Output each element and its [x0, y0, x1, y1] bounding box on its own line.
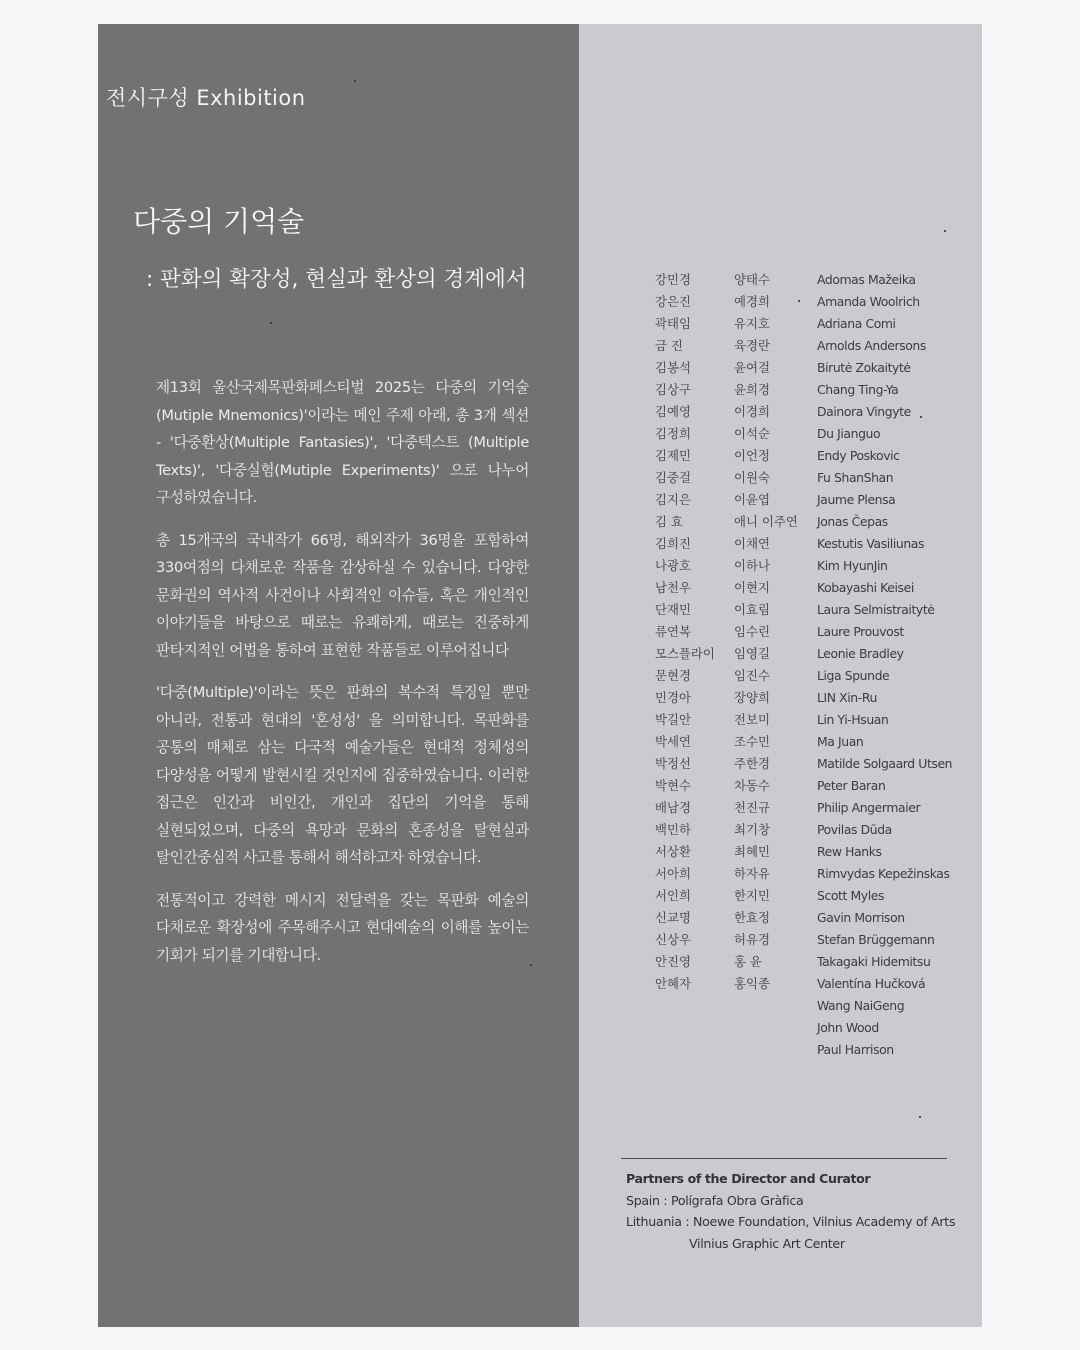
artist-name-korean: 장양희 — [734, 690, 770, 705]
artist-name-korean: 김봉석 — [655, 360, 691, 375]
artist-name-international: Jonas Čepas — [817, 514, 888, 529]
artist-row — [579, 973, 982, 995]
artist-name-korean: 신교명 — [655, 910, 691, 925]
artist-name-korean: 강은진 — [655, 294, 691, 309]
exhibition-title: 다중의 기억술 — [133, 205, 305, 238]
artist-name-international: LIN Xin-Ru — [817, 690, 877, 705]
artist-name-korean: 육경란 — [734, 338, 770, 353]
artist-name-korean: 김제민 — [655, 448, 691, 463]
artist-name-international: Philip Angermaier — [817, 800, 921, 815]
artist-row — [579, 379, 982, 401]
artist-name-international: Laure Prouvost — [817, 624, 904, 639]
artist-name-korean: 박길안 — [655, 712, 691, 727]
artist-name-korean: 홍익종 — [734, 976, 770, 991]
partner-spain: Spain : Polígrafa Obra Gràfica — [626, 1192, 804, 1208]
artist-row — [579, 489, 982, 511]
artist-name-international: Povilas Dūda — [817, 822, 892, 837]
partner-lithuania: Lithuania : Noewe Foundation, Vilnius Academy of Arts — [626, 1214, 956, 1229]
artist-name-korean: 백민하 — [655, 822, 691, 837]
artist-row — [579, 445, 982, 467]
artist-name-korean: 나광호 — [655, 558, 691, 573]
artist-name-international: Valentína Hučková — [817, 976, 926, 991]
artist-name-korean: 김정희 — [655, 426, 691, 441]
artist-row — [579, 643, 982, 665]
artist-row — [579, 797, 982, 819]
artist-name-korean: 김희진 — [655, 536, 691, 551]
artist-name-korean: 박정선 — [655, 756, 691, 771]
artist-row — [579, 269, 982, 291]
paper-speck — [270, 322, 272, 324]
artist-row — [579, 335, 982, 357]
artist-row — [579, 995, 982, 1017]
artist-name-korean: 안진영 — [655, 954, 691, 969]
artist-name-international: Chang Ting-Ya — [817, 382, 899, 397]
paper-speck — [944, 230, 946, 232]
artist-name-korean: 예경희 — [734, 294, 770, 309]
artist-row — [579, 929, 982, 951]
artist-name-korean: 김중걸 — [655, 470, 691, 485]
artist-name-international: Gavin Morrison — [817, 910, 905, 925]
artist-name-international: Paul Harrison — [817, 1042, 894, 1057]
artist-name-korean: 금 진 — [655, 338, 683, 353]
artist-name-korean: 배남경 — [655, 800, 691, 815]
artist-name-international: Leonie Bradley — [817, 646, 904, 661]
paper-speck — [919, 1116, 921, 1118]
artist-name-korean: 양태수 — [734, 272, 770, 287]
artist-name-korean: 김 효 — [655, 514, 683, 529]
artist-name-korean: 서인희 — [655, 888, 691, 903]
artist-row — [579, 841, 982, 863]
artist-name-korean: 하자유 — [734, 866, 770, 881]
section-label: 전시구성 Exhibition — [106, 86, 306, 110]
artist-name-international: Rimvydas Kepežinskas — [817, 866, 950, 881]
paper-speck — [354, 80, 356, 82]
artist-name-korean: 윤여걸 — [734, 360, 770, 375]
artist-name-korean: 조수민 — [734, 734, 770, 749]
artist-row — [579, 775, 982, 797]
artist-name-korean: 김지은 — [655, 492, 691, 507]
artist-name-international: John Wood — [817, 1020, 879, 1035]
artist-name-international: Adriana Comi — [817, 316, 896, 331]
artist-name-korean: 허유경 — [734, 932, 770, 947]
artist-name-korean: 박세연 — [655, 734, 691, 749]
artist-name-korean: 한효정 — [734, 910, 770, 925]
artist-name-korean: 단재민 — [655, 602, 691, 617]
artist-name-international: Birutė Zokaitytė — [817, 360, 911, 375]
artist-name-korean: 천진규 — [734, 800, 770, 815]
artist-name-korean: 이현지 — [734, 580, 770, 595]
artist-name-korean: 임진수 — [734, 668, 770, 683]
artist-name-international: Liga Spunde — [817, 668, 890, 683]
artist-row — [579, 819, 982, 841]
artist-name-international: Wang NaiGeng — [817, 998, 905, 1013]
paper-speck — [798, 300, 800, 302]
artist-name-korean: 전보미 — [734, 712, 770, 727]
paper-speck — [920, 416, 922, 418]
artist-name-international: Dainora Vingyte — [817, 404, 911, 419]
paper-speck — [530, 964, 532, 966]
artist-name-korean: 최기창 — [734, 822, 770, 837]
artist-row — [579, 291, 982, 313]
description-paragraph: '다중(Multiple)'이라는 뜻은 판화의 복수적 특징일 뿐만 아니라, 전통과 현대의 '혼성성' 을 의미합니다. 목판화를 공통의 매체로 삼는 다국적 예술가들은 현대적 정체성의 다양성을 어떻게 발현시킬 것인지에 집중하였습니다. 이러한 접근은 인간과 비인간, 개인과 집단의 기억을 통해 실현되었으며, 다중의 욕망과 문화의 혼종성을 탈현실과 탈인간중심적 사고를 통해서 해석하고자 하였습니다. — [156, 684, 529, 866]
artist-name-korean: 이경희 — [734, 404, 770, 419]
artist-name-korean: 이석순 — [734, 426, 770, 441]
artist-name-international: Arnolds Andersons — [817, 338, 926, 353]
artist-row — [579, 709, 982, 731]
artist-name-international: Amanda Woolrich — [817, 294, 920, 309]
artist-row — [579, 1017, 982, 1039]
artist-name-international: Fu ShanShan — [817, 470, 894, 485]
artist-name-korean: 이원숙 — [734, 470, 770, 485]
artist-name-korean: 임수린 — [734, 624, 770, 639]
artist-row — [579, 687, 982, 709]
description-paragraph: 총 15개국의 국내작가 66명, 해외작가 36명을 포함하여 330여점의 다채로운 작품을 감상하실 수 있습니다. 다양한 문화권의 역사적 사건이나 사회적인 이슈들, 혹은 개인적인 이야기들을 바탕으로 때로는 유쾌하게, 때로는 진중하게 판타지적인 어법을 통하여 표현한 작품들로 이루어집니다 — [156, 531, 529, 659]
artist-name-korean: 남천우 — [655, 580, 691, 595]
artist-name-korean: 차동수 — [734, 778, 770, 793]
artist-name-international: Laura Selmistraitytė — [817, 602, 935, 617]
exhibition-text-panel — [98, 24, 579, 1327]
artist-row — [579, 401, 982, 423]
artist-name-korean: 류연복 — [655, 624, 691, 639]
artist-name-international: Jaume Plensa — [817, 492, 896, 507]
artist-name-korean: 이채연 — [734, 536, 770, 551]
partners-divider — [621, 1158, 947, 1159]
artist-name-korean: 곽태임 — [655, 316, 691, 331]
artist-name-international: Kestutis Vasiliunas — [817, 536, 925, 551]
artist-list-panel — [579, 24, 982, 1327]
artist-name-korean: 민경아 — [655, 690, 691, 705]
artist-name-korean: 박현수 — [655, 778, 691, 793]
artist-name-korean: 한지민 — [734, 888, 770, 903]
artist-name-korean: 김예영 — [655, 404, 691, 419]
exhibition-subtitle: : 판화의 확장성, 현실과 환상의 경계에서 — [146, 267, 527, 292]
artist-name-international: Scott Myles — [817, 888, 885, 903]
artist-name-korean: 이언정 — [734, 448, 770, 463]
artist-row — [579, 621, 982, 643]
artist-name-korean: 임영길 — [734, 646, 770, 661]
partners-block — [626, 1168, 966, 1254]
artist-name-international: Rew Hanks — [817, 844, 882, 859]
artist-name-international: Takagaki Hidemitsu — [817, 954, 931, 969]
artist-name-korean: 유지호 — [734, 316, 770, 331]
exhibition-description — [156, 374, 529, 984]
artist-name-international: Kim HyunJin — [817, 558, 888, 573]
artist-row — [579, 577, 982, 599]
artist-name-korean: 안혜자 — [655, 976, 691, 991]
artist-name-korean: 최혜민 — [734, 844, 770, 859]
artist-name-international: Endy Poskovic — [817, 448, 900, 463]
artist-row — [579, 533, 982, 555]
artist-name-korean: 신상우 — [655, 932, 691, 947]
artist-name-korean: 문현경 — [655, 668, 691, 683]
artist-row — [579, 753, 982, 775]
artist-row — [579, 467, 982, 489]
artist-name-international: Peter Baran — [817, 778, 886, 793]
partners-title: Partners of the Director and Curator — [626, 1171, 871, 1186]
artist-name-korean: 이윤엽 — [734, 492, 770, 507]
artist-row — [579, 511, 982, 533]
partner-lithuania-continued: Vilnius Graphic Art Center — [689, 1235, 845, 1251]
artist-name-korean: 강민경 — [655, 272, 691, 287]
artist-name-international: Stefan Brüggemann — [817, 932, 935, 947]
artist-row — [579, 907, 982, 929]
artist-name-korean: 이하나 — [734, 558, 770, 573]
artist-name-korean: 김상구 — [655, 382, 691, 397]
artist-row — [579, 863, 982, 885]
artist-name-international: Adomas Mažeika — [817, 272, 916, 287]
artist-row — [579, 951, 982, 973]
artist-row — [579, 731, 982, 753]
description-paragraph: 제13회 울산국제목판화페스티벌 2025는 다중의 기억술(Mutiple Mnemonics)'이라는 메인 주제 아래, 총 3개 섹션 - '다중환상(Multiple Fantasies)', '다중텍스트 (Multiple Texts)', '다중실험(Mutiple Experiments)' 으로 나누어 구성하였습니다. — [156, 379, 529, 506]
artist-row — [579, 357, 982, 379]
artist-row — [579, 313, 982, 335]
artist-name-korean: 이효림 — [734, 602, 770, 617]
artist-row — [579, 599, 982, 621]
poster-page — [98, 24, 982, 1327]
artist-name-international: Du Jianguo — [817, 426, 881, 441]
artist-row — [579, 423, 982, 445]
artist-row — [579, 885, 982, 907]
artist-name-korean: 서아희 — [655, 866, 691, 881]
artist-row — [579, 665, 982, 687]
artist-name-korean: 윤희경 — [734, 382, 770, 397]
artist-name-korean: 주한경 — [734, 756, 770, 771]
artist-name-korean: 애니 이주연 — [734, 514, 798, 529]
description-paragraph: 전통적이고 강력한 메시지 전달력을 갖는 목판화 예술의 다채로운 확장성에 주목해주시고 현대예술의 이해를 높이는 기회가 되기를 기대합니다. — [156, 891, 529, 964]
artist-row — [579, 555, 982, 577]
artist-name-international: Matilde Solgaard Utsen — [817, 756, 953, 771]
artist-name-korean: 모스플라이 — [655, 646, 715, 661]
artist-name-international: Kobayashi Keisei — [817, 580, 914, 595]
artist-name-international: Lin Yi-Hsuan — [817, 712, 889, 727]
artist-name-korean: 홍 윤 — [734, 954, 762, 969]
artist-name-korean: 서상환 — [655, 844, 691, 859]
artist-row — [579, 1039, 982, 1061]
artist-name-international: Ma Juan — [817, 734, 864, 749]
